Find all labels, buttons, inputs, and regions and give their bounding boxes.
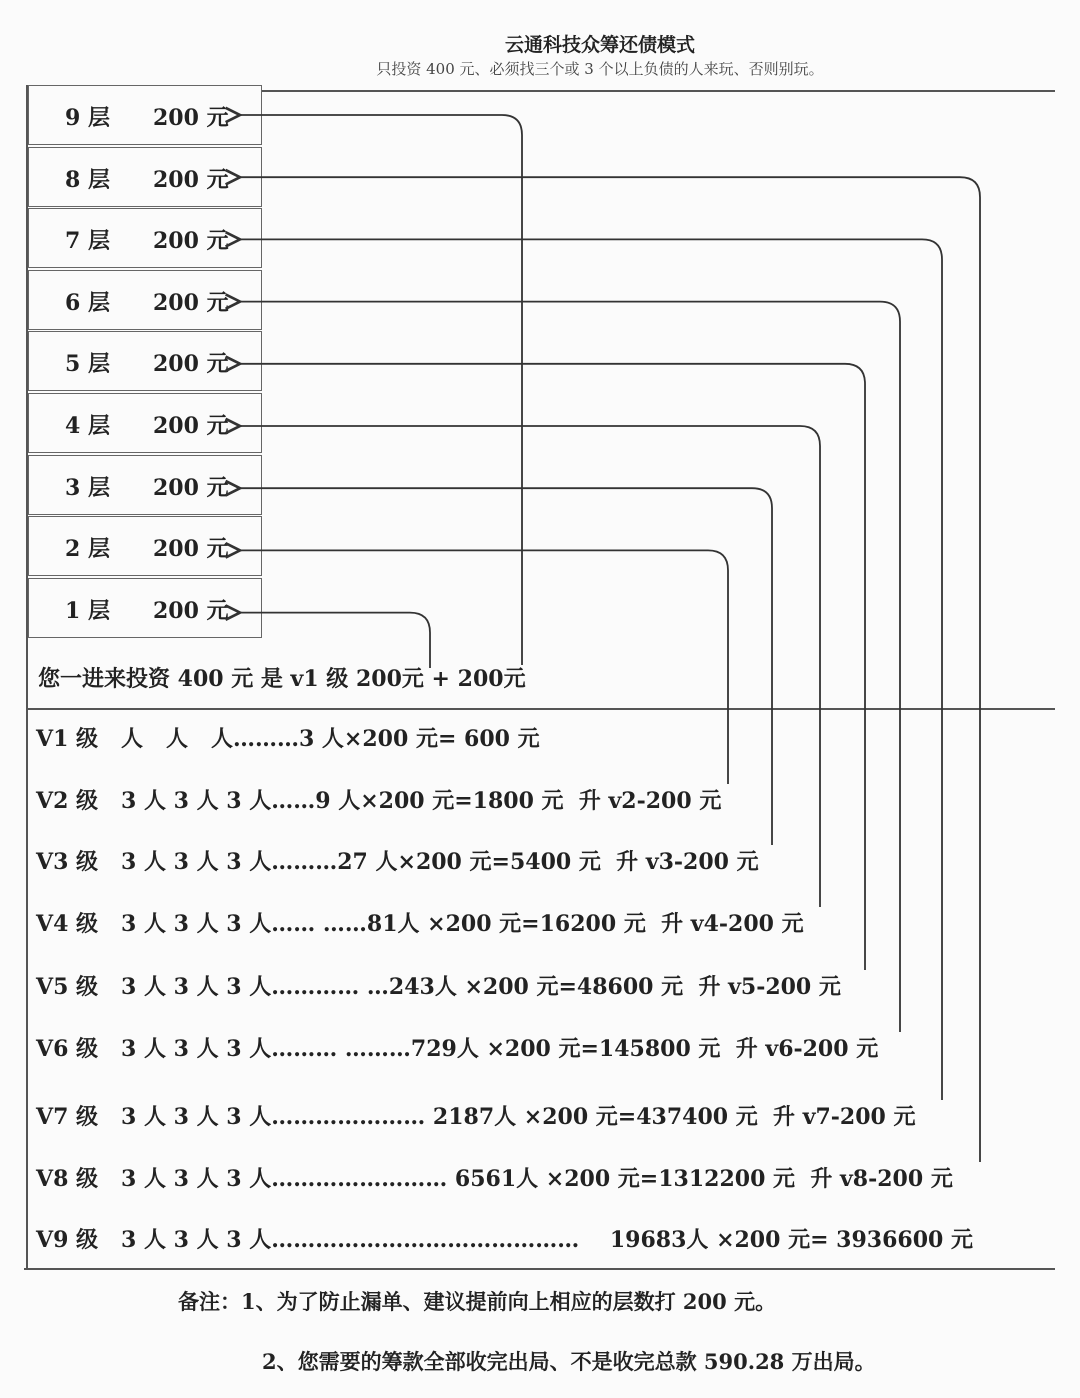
layer-amount: 200 元 [153, 597, 229, 624]
layer-amount: 200 元 [153, 351, 229, 378]
layer-name: 2 层 [65, 536, 110, 563]
level-row: V5 级 3 人 3 人 3 人………… …243人 ×200 元=48600 元 升 v5-200 元 [36, 974, 841, 1000]
layer-name: 8 层 [65, 166, 110, 193]
layer-amount: 200 元 [153, 289, 229, 316]
arrow-line [240, 239, 942, 1100]
arrow-line [240, 613, 430, 668]
layer-name: 7 层 [65, 228, 110, 255]
layer-name: 5 层 [65, 351, 110, 378]
layer-name: 3 层 [65, 474, 110, 501]
intro-text: 您一进来投资 400 元 是 v1 级 200元 + 200元 [38, 666, 526, 692]
level-row: V8 级 3 人 3 人 3 人…………………… 6561人 ×200 元=1312200 元 升 v8-200 元 [36, 1166, 953, 1192]
arrow-line [240, 115, 522, 665]
layer-amount: 200 元 [153, 166, 229, 193]
layer-name: 6 层 [65, 289, 110, 316]
layer-amount: 200 元 [153, 413, 229, 439]
layer-amount: 200 元 [153, 228, 229, 255]
layer-name: 9 层 [65, 105, 110, 131]
arrow-line [240, 177, 980, 1162]
level-row: V3 级 3 人 3 人 3 人………27 人×200 元=5400 元 升 v3-200 元 [36, 849, 759, 875]
arrow-line [240, 488, 772, 845]
level-row: V6 级 3 人 3 人 3 人……… ………729人 ×200 元=145800 元 升 v6-200 元 [36, 1036, 879, 1062]
layer-amount: 200 元 [153, 536, 229, 563]
arrow-line [240, 550, 728, 784]
document-subtitle: 只投资 400 元、必须找三个或 3 个以上负债的人来玩、否则别玩。 [376, 60, 824, 78]
layer-name: 4 层 [65, 413, 110, 439]
note-1: 备注：1、为了防止漏单、建议提前向上相应的层数打 200 元。 [178, 1289, 777, 1314]
level-row: V9 级 3 人 3 人 3 人…………………………………… 19683人 ×200 元= 3936600 元 [36, 1227, 973, 1253]
note-2: 2、您需要的筹款全部收完出局、不是收完总款 590.28 万出局。 [262, 1349, 876, 1374]
layer-amount: 200 元 [153, 474, 229, 501]
layer-name: 1 层 [65, 597, 110, 624]
level-row: V7 级 3 人 3 人 3 人………………… 2187人 ×200 元=437400 元 升 v7-200 元 [36, 1104, 916, 1130]
layer-amount: 200 元 [153, 105, 229, 131]
arrow-line [240, 426, 820, 907]
level-row: V1 级 人 人 人………3 人×200 元= 600 元 [36, 726, 540, 752]
level-row: V2 级 3 人 3 人 3 人……9 人×200 元=1800 元 升 v2-200 元 [36, 788, 722, 814]
document-title: 云通科技众筹还债模式 [504, 34, 695, 56]
arrow-line [240, 302, 900, 1032]
level-row: V4 级 3 人 3 人 3 人…… ……81人 ×200 元=16200 元 升 v4-200 元 [36, 911, 804, 937]
